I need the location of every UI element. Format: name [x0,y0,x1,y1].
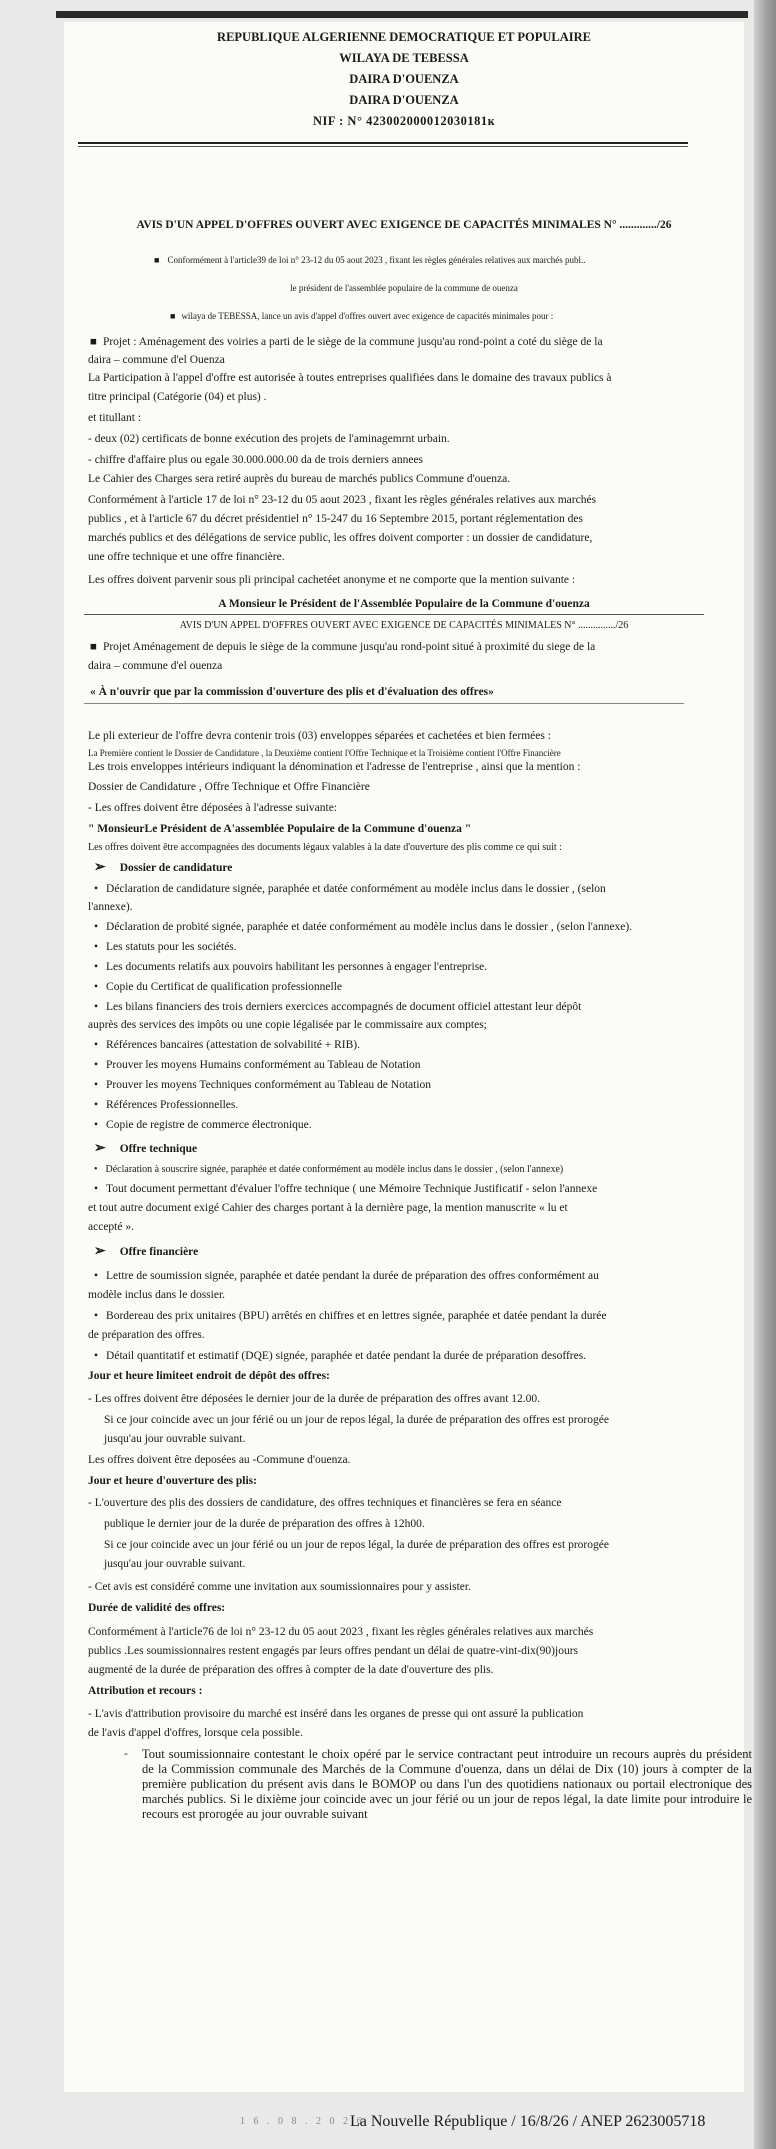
validite-line2: publics .Les soumissionnaires restent engagés par leurs offres pendant un délai de quatre-vint-dix(90)jours [88,1645,579,1657]
ouverture-line4: jusqu'au jour ouvrable suivant. [104,1558,246,1570]
dossier-item: • Les statuts pour les sociétés. [94,940,724,954]
dossier-item: • Prouver les moyens Humains conformément au Tableau de Notation [94,1058,724,1072]
recours-dash: - [124,1748,128,1760]
ouverture-line1: - L'ouverture des plis des dossiers de candidature, des offres techniques et financières se fera en séance [88,1497,562,1509]
technique-item: • Tout document permettant d'évaluer l'offre technique ( une Mémoire Technique Justificatif - selon l'annexe [94,1182,724,1196]
intro-conformement: ■ Conformément à l'article39 de loi n° 23-12 du 05 aout 2023 , fixant les règles générales relatives aux marchés publ.. [154,255,586,265]
pli-line1: Les offres doivent parvenir sous pli principal cachetéet anonyme et ne comporte que la mention suivante : [88,574,576,586]
dossier-item: • Les documents relatifs aux pouvoirs habilitant les personnes à engager l'entreprise. [94,960,724,974]
pli-projet2: daira – commune d'el ouenza [88,660,223,672]
ouvrir-underline [84,703,684,704]
financiere-item-cont: modèle inclus dans le dossier. [88,1289,226,1301]
validite-title: Durée de validité des offres: [88,1602,226,1614]
depot-title: Jour et heure limiteet endroit de dépôt des offres: [88,1370,330,1382]
technique-item-cont: accepté ». [88,1221,134,1233]
participation-titulant: et titullant : [88,412,142,424]
technique-item: • Déclaration à souscrire signée, paraphée et datée conformément au modèle inclus dans le dossier , (selon l'annexe) [94,1163,724,1177]
dossier-item: • Déclaration de probité signée, paraphée et datée conformément au modèle inclus dans le dossier , (selon l'annexe). [94,920,724,934]
header-daira: DAIRA D'OUENZA [349,72,459,86]
enveloppes-line2: La Première contient le Dossier de Candidature , la Deuxième contient l'Offre Technique et la Troisième contient l'Offre Financière [88,748,561,758]
financiere-item-cont: de préparation des offres. [88,1329,205,1341]
dossier-item: • Références Professionnelles. [94,1098,724,1112]
financiere-item: • Bordereau des prix unitaires (BPU) arrêtés en chiffres et en lettres signée, paraphée et datée pendant la durée [94,1309,724,1323]
conformement17-line2: publics , et à l'article 67 du décret présidentiel n° 15-247 du 16 Septembre 2015, portant réglementation des [88,513,583,525]
header-republic: REPUBLIQUE ALGERIENNE DEMOCRATIQUE ET POPULAIRE [217,30,591,44]
ouverture-line5: - Cet avis est considéré comme une invitation aux soumissionnaires pour y assister. [88,1581,471,1593]
attribution-line2: de l'avis d'appel d'offres, lorsque cela possible. [88,1727,303,1739]
dossier-item: • Les bilans financiers des trois derniers exercices accompagnés de document officiel attestant leur dépôt [94,1000,724,1014]
validite-line1: Conformément à l'article76 de loi n° 23-12 du 05 aout 2023 , fixant les règles générales relatives aux marchés [88,1626,594,1638]
dossier-item: • Déclaration de candidature signée, paraphée et datée conformément au modèle inclus dans le dossier , (selon [94,882,724,896]
pli-avis: AVIS D'UN APPEL D'OFFRES OUVERT AVEC EXIGENCE DE CAPACITÉS MINIMALES N° .............../26 [179,620,629,631]
document-page [64,22,752,2092]
conformement17-line3: marchés publics et des délégations de service public, les offres doivent comporter : un dossier de candidature, [88,532,593,544]
scan-top-border [56,11,748,18]
enveloppes-adresse: " MonsieurLe Président de A'assemblée Populaire de la Commune d'ouenza " [88,823,472,835]
dossier-candidature-title: ➢ Dossier de candidature [94,860,233,875]
pli-divider [84,614,704,615]
depot-line1: - Les offres doivent être déposées le dernier jour de la durée de préparation des offres avant 12.00. [88,1393,541,1405]
cahier-line: Le Cahier des Charges sera retiré auprès du bureau de marchés publics Commune d'ouenza. [88,473,511,485]
dossier-item-cont: auprès des services des impôts ou une copie légalisée par le commissaire aux comptes; [88,1019,487,1031]
dossier-item: • Références bancaires (attestation de solvabilité + RIB). [94,1038,724,1052]
enveloppes-line4: Dossier de Candidature , Offre Technique et Offre Financière [88,781,370,793]
depot-line3: jusqu'au jour ouvrable suivant. [104,1433,246,1445]
ouverture-line3: Si ce jour coincide avec un jour férié ou un jour de repos légal, la durée de préparation des offres est prorogée [104,1539,609,1551]
enveloppes-line3: Les trois enveloppes intérieurs indiquant la dénomination et l'adresse de l'entreprise , ainsi que la mention : [88,761,581,773]
technique-item-cont: et tout autre document exigé Cahier des charges portant à la dernière page, la mention manuscrite « lu et [88,1202,568,1214]
conformement17-line4: une offre technique et une offre financière. [88,551,285,563]
publication-footer: La Nouvelle République / 16/8/26 / ANEP 2623005718 [350,2113,706,2130]
intro-president: le président de l'assemblée populaire de la commune de ouenza [290,283,518,293]
header-wilaya: WILAYA DE TEBESSA [339,51,469,65]
header-nif: NIF : N° 423002000012030181ĸ [312,114,496,128]
depot-line4: Les offres doivent être deposées au -Commune d'ouenza. [88,1454,351,1466]
financiere-item: • Lettre de soumission signée, paraphée et datée pendant la durée de préparation des offres conformément au [94,1269,724,1283]
participation-line2: titre principal (Catégorie (04) et plus) . [88,391,267,403]
footer-date-stamp: 1 6 . 0 8 . 2 0 2 6 [240,2116,365,2127]
offre-financiere-title: ➢ Offre financière [94,1244,199,1259]
header-daira-repeat: DAIRA D'OUENZA [349,93,459,107]
dossier-item: • Copie du Certificat de qualification professionnelle [94,980,724,994]
ouverture-line2: publique le dernier jour de la durée de préparation des offres à 12h00. [104,1518,425,1530]
arrow-icon: ➢ [94,1141,106,1156]
pli-projet1: ■ Projet Aménagement de depuis le siège de la commune jusqu'au rond-point situé à proximité du siege de la [90,641,596,653]
recours-paragraph: Tout soumissionnaire contestant le choix opéré par le service contractant peut introduire un recours auprès du président de la Commission communale des Marchés de la Commune d'ouenza, dans un délai de Dix (10) jours à compter de la première publication du présent avis dans le BOMOP ou dans l'un des quotidiens nationaux ou portail electronique des marchés publics. Si le dixième jour coincide avec un jour férié ou un jour de repos légal, la date limite pour introduire le recours est prorogée au jour ouvrable suivant [142,1747,752,1821]
depot-line2: Si ce jour coincide avec un jour férié ou un jour de repos légal, la durée de préparation des offres est prorogée [104,1414,609,1426]
ouverture-title: Jour et heure d'ouverture des plis: [88,1475,257,1487]
participation-item2: - chiffre d'affaire plus ou egale 30.000.000.00 da de trois derniers annees [88,454,424,466]
enveloppes-line5: - Les offres doivent être déposées à l'adresse suivante: [88,802,338,814]
financiere-item: • Détail quantitatif et estimatif (DQE) signée, paraphée et datée pendant la durée de préparation desoffres. [94,1349,724,1363]
projet-line1: ■ Projet : Aménagement des voiries a parti de le siège de la commune jusqu'au rond-point a coté du siège de la [90,336,603,348]
pli-ouvrir: « À n'ouvrir que par la commission d'ouverture des plis et d'évaluation des offres» [90,686,494,698]
conformement17-line1: Conformément à l'article 17 de loi n° 23-12 du 05 aout 2023 , fixant les règles générales relatives aux marchés [88,494,597,506]
enveloppes-line1: Le pli exterieur de l'offre devra contenir trois (03) enveloppes séparées et cachetées et bien fermées : [88,730,551,742]
header-divider [78,142,688,144]
validite-line3: augmenté de la durée de préparation des offres à compter de la date d'ouverture des plis. [88,1664,494,1676]
attribution-title: Attribution et recours : [88,1685,203,1697]
dossier-item: • Copie de registre de commerce électronique. [94,1118,724,1132]
attribution-line1: - L'avis d'attribution provisoire du marché est inséré dans les organes de presse qui ont assuré la publication [88,1708,584,1720]
dossier-item: • Prouver les moyens Techniques conformément au Tableau de Notation [94,1078,724,1092]
pli-destinataire: A Monsieur le Président de l'Assemblée Populaire de la Commune d'ouenza [218,598,590,610]
intro-wilaya: ■ wilaya de TEBESSA, lance un avis d'appel d'offres ouvert avec exigence de capacités minimales pour : [170,311,554,321]
projet-line2: daira – commune d'el Ouenza [88,354,225,366]
participation-item1: - deux (02) certificats de bonne exécution des projets de l'aminagemrnt urbain. [88,433,450,445]
header-divider-thin [78,146,688,147]
arrow-icon: ➢ [94,1244,106,1259]
offre-technique-title: ➢ Offre technique [94,1141,198,1156]
dossier-item-cont: l'annexe). [88,901,133,913]
notice-title: AVIS D'UN APPEL D'OFFRES OUVERT AVEC EXIGENCE DE CAPACITÉS MINIMALES N° ............./26 [136,219,672,231]
participation-line1: La Participation à l'appel d'offre est autorisée à toutes entreprises qualifiées dans le domaine des travaux publics à [88,372,612,384]
enveloppes-accompagnees: Les offres doivent être accompagnées des documents légaux valables à la date d'ouverture des plis comme ce qui suit : [88,842,562,853]
arrow-icon: ➢ [94,860,106,875]
